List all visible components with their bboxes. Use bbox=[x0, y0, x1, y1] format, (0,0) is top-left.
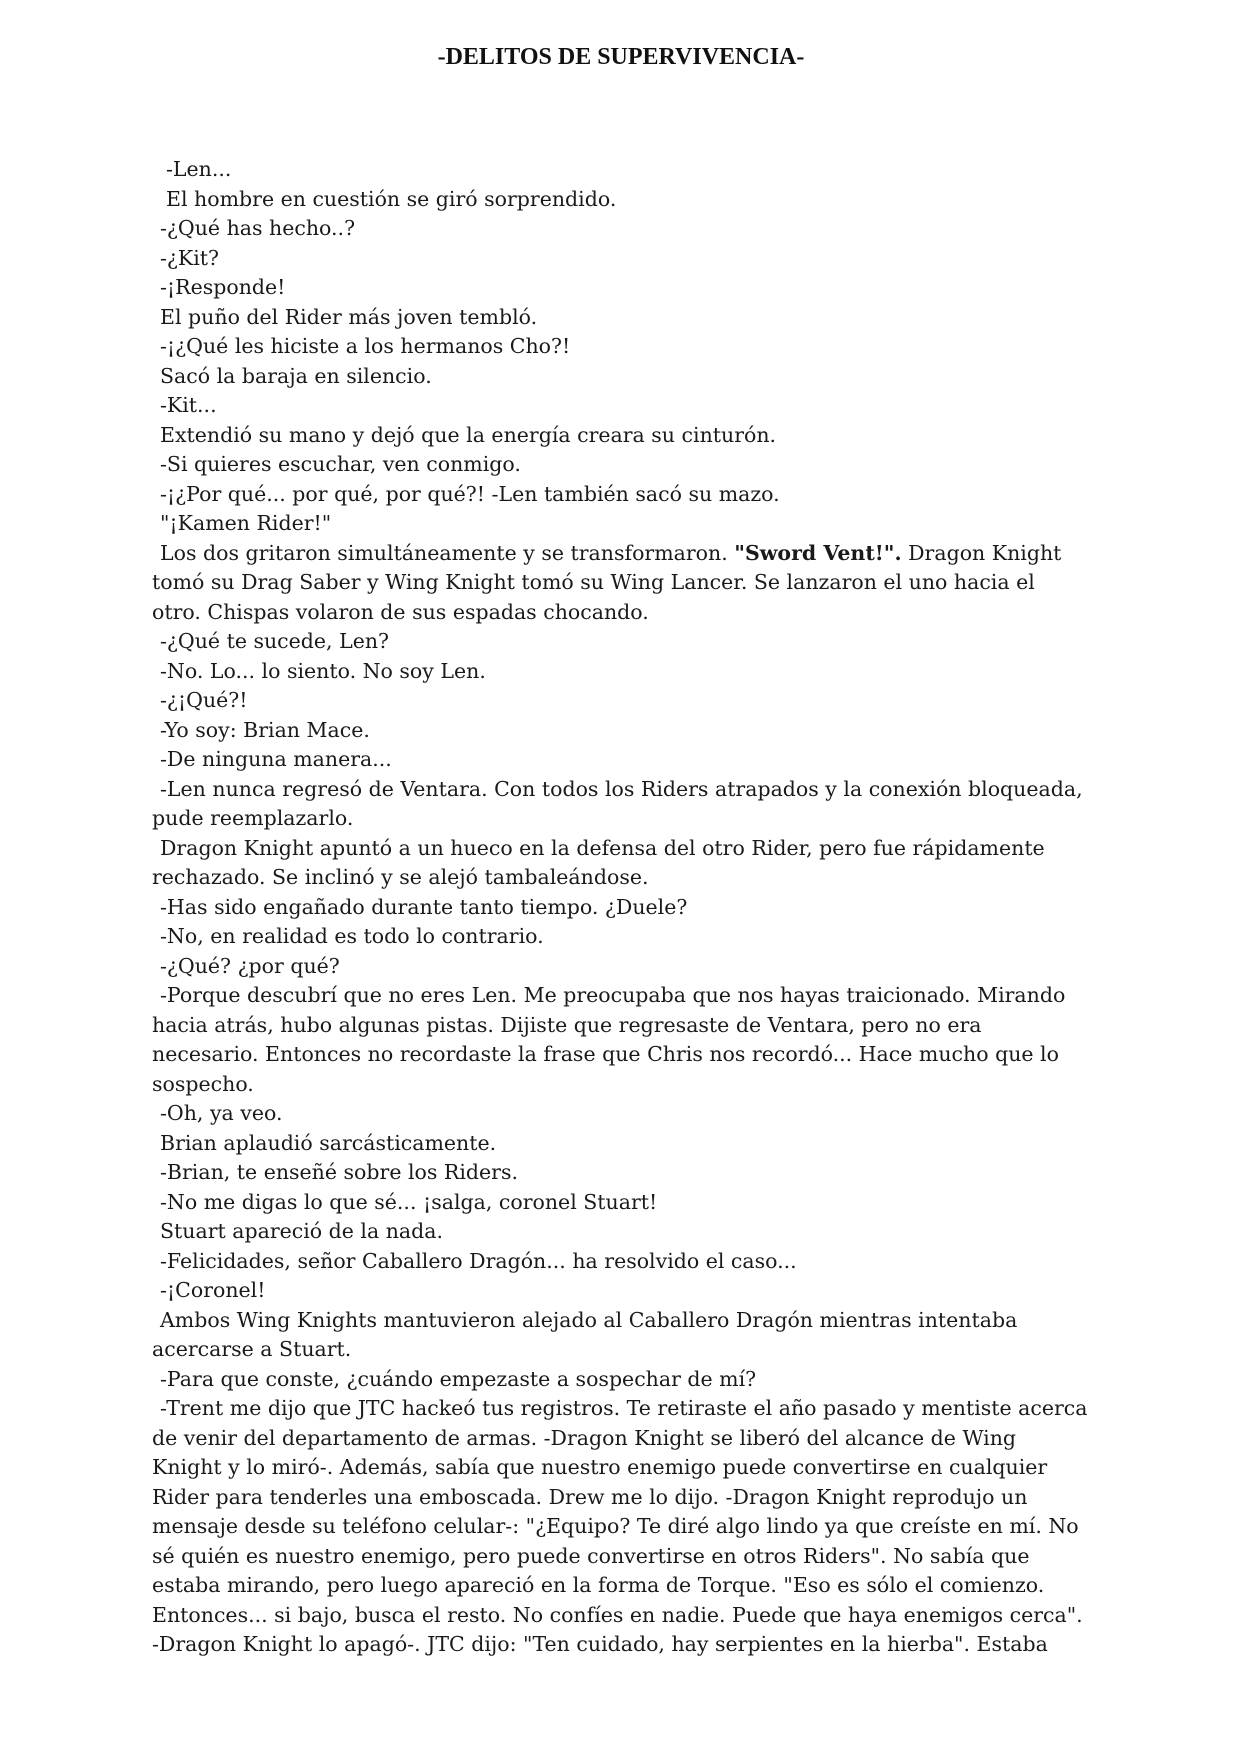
text-line: Sacó la baraja en silencio. bbox=[160, 363, 432, 388]
text-line: acercarse a Stuart. bbox=[152, 1337, 352, 1361]
text-line: -Porque descubrí que no eres Len. Me preocupaba que nos hayas traicionado. Mirando bbox=[160, 983, 1066, 1007]
text-line: Ambos Wing Knights mantuvieron alejado al Caballero Dragón mientras intentaba bbox=[160, 1307, 1018, 1332]
text-line: "¡Kamen Rider!" bbox=[160, 511, 332, 535]
text-line: -Para que conste, ¿cuándo empezaste a sospechar de mí? bbox=[160, 1366, 757, 1391]
text-line: pude reemplazarlo. bbox=[152, 806, 354, 830]
text-line: -¡Coronel! bbox=[160, 1278, 266, 1302]
text-line: otro. Chispas volaron de sus espadas chocando. bbox=[152, 599, 649, 624]
text-line: tomó su Drag Saber y Wing Knight tomó su Wing Lancer. Se lanzaron el uno hacia el bbox=[152, 570, 1035, 594]
text-segment: Dragon Knight bbox=[901, 540, 1062, 565]
text-line: -Brian, te enseñé sobre los Riders. bbox=[160, 1160, 518, 1184]
text-line: mensaje desde su teléfono celular-: "¿Equipo? Te diré algo lindo ya que creíste en mí. No bbox=[152, 1514, 1079, 1538]
text-line: -Trent me dijo que JTC hackeó tus registros. Te retiraste el año pasado y mentiste acerca bbox=[160, 1396, 1088, 1420]
text-line: rechazado. Se inclinó y se alejó tambaleándose. bbox=[152, 865, 649, 889]
text-line: Stuart apareció de la nada. bbox=[160, 1219, 444, 1243]
text-line: -¿Qué has hecho..? bbox=[160, 216, 356, 240]
text-line: Dragon Knight apuntó a un hueco en la defensa del otro Rider, pero fue rápidamente bbox=[160, 835, 1045, 860]
text-line: -De ninguna manera... bbox=[160, 747, 392, 771]
text-line: -Kit... bbox=[160, 393, 217, 417]
text-line: necesario. Entonces no recordaste la frase que Chris nos recordó... Hace mucho que lo bbox=[152, 1042, 1059, 1066]
text-line: -Len nunca regresó de Ventara. Con todos los Riders atrapados y la conexión bloqueada, bbox=[160, 776, 1083, 801]
text-line: El puño del Rider más joven tembló. bbox=[160, 304, 538, 329]
text-line: sé quién es nuestro enemigo, pero puede convertirse en otros Riders". No sabía que bbox=[152, 1543, 1030, 1568]
text-line: -Oh, ya veo. bbox=[160, 1101, 283, 1125]
text-segment: Los dos gritaron simultáneamente y se transformaron. bbox=[160, 540, 735, 565]
text-line: -¿Qué te sucede, Len? bbox=[160, 629, 390, 653]
text-line: -¡Responde! bbox=[160, 275, 286, 299]
text-line: -No. Lo... lo siento. No soy Len. bbox=[160, 658, 486, 683]
text-line: -Has sido engañado durante tanto tiempo. ¿Duele? bbox=[160, 894, 688, 919]
text-line: -Len... bbox=[166, 157, 232, 181]
text-line: -Felicidades, señor Caballero Dragón... ha resolvido el caso... bbox=[160, 1248, 797, 1273]
text-line: -¡¿Por qué... por qué, por qué?! -Len también sacó su mazo. bbox=[160, 481, 780, 506]
text-line: -No me digas lo que sé... ¡salga, coronel Stuart! bbox=[160, 1189, 658, 1214]
text-line: -Si quieres escuchar, ven conmigo. bbox=[160, 452, 521, 476]
text-line: de venir del departamento de armas. -Dragon Knight se liberó del alcance de Wing bbox=[152, 1425, 1017, 1450]
text-line: Brian aplaudió sarcásticamente. bbox=[160, 1130, 497, 1155]
text-line: -Yo soy: Brian Mace. bbox=[160, 717, 370, 742]
document-title: -DELITOS DE SUPERVIVENCIA- bbox=[437, 44, 805, 70]
text-line: -¿Kit? bbox=[160, 245, 220, 270]
text-line: -¿¡Qué?! bbox=[160, 688, 248, 712]
text-line: sospecho. bbox=[152, 1071, 254, 1096]
text-line: estaba mirando, pero luego apareció en la forma de Torque. "Eso es sólo el comienzo. bbox=[152, 1573, 1045, 1597]
text-line: Rider para tenderles una emboscada. Drew me lo dijo. -Dragon Knight reprodujo un bbox=[152, 1484, 1028, 1509]
text-line: Knight y lo miró-. Además, sabía que nuestro enemigo puede convertirse en cualquier bbox=[152, 1455, 1048, 1479]
document-body bbox=[152, 155, 1102, 1660]
text-line: Entonces... si bajo, busca el resto. No confíes en nadie. Puede que haya enemigos cerca". bbox=[152, 1602, 1083, 1627]
text-line-with-emphasis bbox=[152, 539, 1102, 569]
sword-vent-emphasis: "Sword Vent!". bbox=[734, 540, 902, 565]
text-line: -¿Qué? ¿por qué? bbox=[160, 953, 340, 978]
text-line: hacia atrás, hubo algunas pistas. Dijiste que regresaste de Ventara, pero no era bbox=[152, 1012, 982, 1037]
text-line: -No, en realidad es todo lo contrario. bbox=[160, 924, 544, 948]
text-line: El hombre en cuestión se giró sorprendido. bbox=[166, 186, 617, 211]
text-line: -¡¿Qué les hiciste a los hermanos Cho?! bbox=[160, 334, 571, 358]
text-line: Extendió su mano y dejó que la energía creara su cinturón. bbox=[160, 422, 777, 447]
text-line: -Dragon Knight lo apagó-. JTC dijo: "Ten cuidado, hay serpientes en la hierba". Estaba bbox=[152, 1632, 1048, 1656]
